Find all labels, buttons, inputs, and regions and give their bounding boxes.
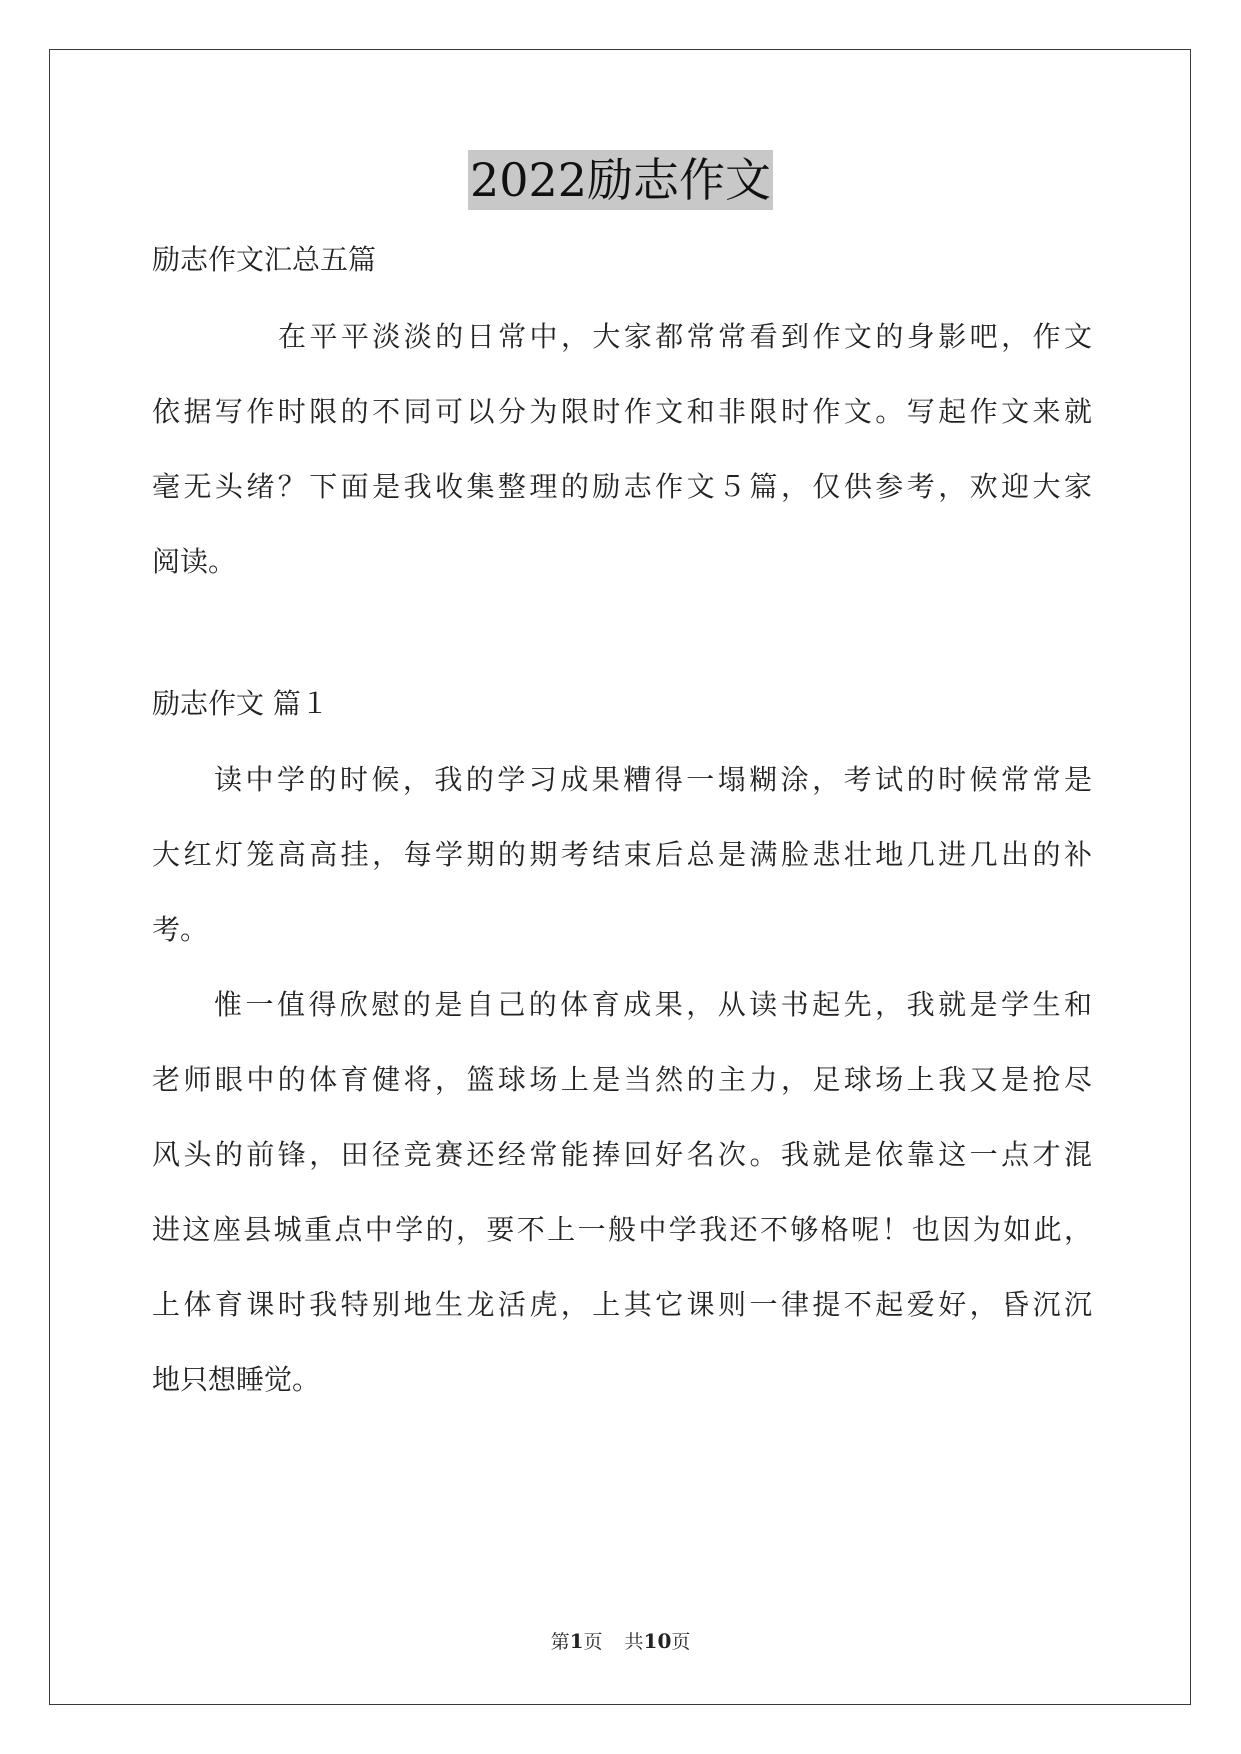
paragraph-2-line-1: 惟一值得欣慰的是自己的体育成果，从读书起先，我就是学生和 [214, 988, 1092, 1021]
document-title: 2022励志作文 [468, 150, 773, 210]
intro-line-1: 在平平淡淡的日常中，大家都常常看到作文的身影吧，作文 [278, 320, 1092, 353]
subtitle: 励志作文汇总五篇 [152, 243, 377, 276]
footer-total-suffix: 页 [671, 1631, 691, 1653]
page-footer [0, 1628, 1241, 1655]
section-heading: 励志作文 篇１ [152, 687, 329, 720]
intro-line-4: 阅读。 [152, 545, 237, 578]
page-border [49, 49, 1191, 1705]
paragraph-2-line-3: 风头的前锋，田径竞赛还经常能捧回好名次。我就是依靠这一点才混 [152, 1138, 1092, 1171]
footer-total-prefix: 共 [624, 1631, 644, 1653]
footer-page-number: 1 [569, 1629, 584, 1653]
paragraph-2-line-6: 地只想睡觉。 [152, 1363, 321, 1396]
paragraph-1-line-1: 读中学的时候，我的学习成果糟得一塌糊涂，考试的时候常常是 [214, 763, 1092, 796]
intro-line-3: 毫无头绪？下面是我收集整理的励志作文５篇，仅供参考，欢迎大家 [152, 470, 1092, 503]
paragraph-2-line-2: 老师眼中的体育健将，篮球场上是当然的主力，足球场上我又是抢尽 [152, 1063, 1092, 1096]
footer-page-suffix: 页 [583, 1631, 603, 1653]
paragraph-2-line-4: 进这座县城重点中学的，要不上一般中学我还不够格呢！也因为如此， [152, 1213, 1092, 1246]
paragraph-2-line-5: 上体育课时我特别地生龙活虎，上其它课则一律提不起爱好，昏沉沉 [152, 1288, 1092, 1321]
footer-total-pages: 10 [643, 1629, 672, 1653]
footer-prefix: 第 [550, 1631, 570, 1653]
intro-line-2: 依据写作时限的不同可以分为限时作文和非限时作文。写起作文来就 [152, 395, 1092, 428]
paragraph-1-line-3: 考。 [152, 913, 209, 946]
paragraph-1-line-2: 大红灯笼高高挂，每学期的期考结束后总是满脸悲壮地几进几出的补 [152, 838, 1092, 871]
title-container [0, 150, 1241, 210]
